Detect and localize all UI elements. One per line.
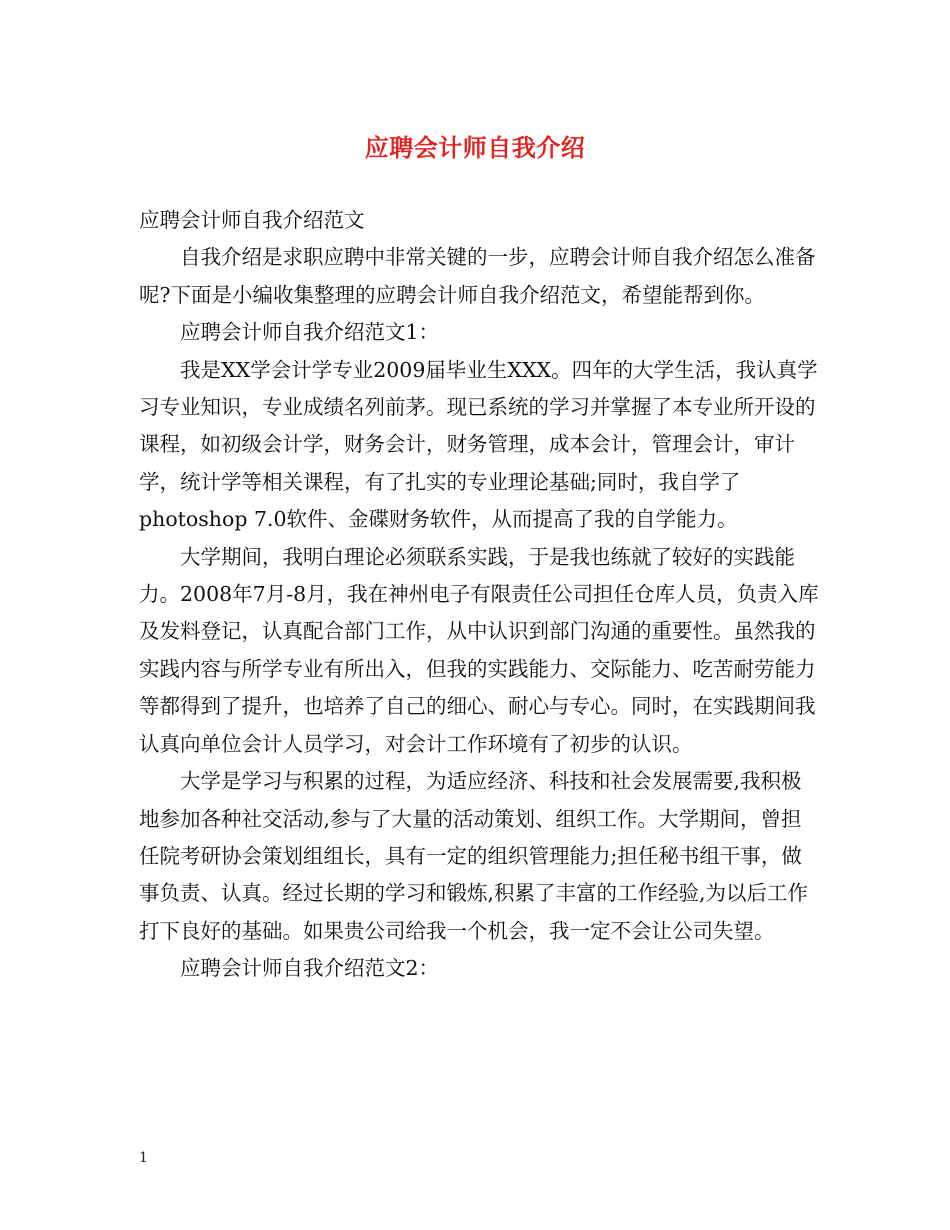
paragraph-sample-2-heading: 应聘会计师自我介绍范文2： xyxy=(180,956,440,981)
paragraph-intro: 自我介绍是求职应聘中非常关键的一步，应聘会计师自我介绍怎么准备呢?下面是小编收集整理的应聘会计师自我介绍范文，希望能帮到你。 xyxy=(139,245,816,307)
document-body xyxy=(139,202,819,988)
paragraph-activities: 大学是学习与积累的过程，为适应经济、科技和社会发展需要,我积极地参加各种社交活动,参与了大量的活动策划、组织工作。大学期间，曾担任院考研协会策划组组长，具有一定的组织管理能力;担任秘书组干事，做事负责、认真。经过长期的学习和锻炼,积累了丰富的工作经验,为以后工作打下良好的基础。如果贵公司给我一个机会，我一定不会让公司失望。 xyxy=(139,769,809,943)
document-title: 应聘会计师自我介绍 xyxy=(364,133,586,162)
paragraph-practice: 大学期间，我明白理论必须联系实践，于是我也练就了较好的实践能力。2008年7月-8月，我在神州电子有限责任公司担任仓库人员，负责入库及发料登记，认真配合部门工作，从中认识到部门沟通的重要性。虽然我的实践内容与所学专业有所出入，但我的实践能力、交际能力、吃苦耐劳能力等都得到了提升，也培养了自己的细心、耐心与专心。同时，在实践期间我认真向单位会计人员学习，对会计工作环境有了初步的认识。 xyxy=(139,544,819,756)
section-subtitle: 应聘会计师自我介绍范文 xyxy=(139,208,365,232)
paragraph-sample-1-heading: 应聘会计师自我介绍范文1： xyxy=(180,320,440,345)
paragraph-education: 我是XX学会计学专业2009届毕业生XXX。四年的大学生活，我认真学习专业知识，专业成绩名列前茅。现已系统的学习并掌握了本专业所开设的课程，如初级会计学，财务会计，财务管理，成本会计，管理会计，审计学，统计学等相关课程，有了扎实的专业理论基础;同时，我自学了photoshop 7.0软件、金碟财务软件，从而提高了我的自学能力。 xyxy=(139,357,818,532)
page-number: 1 xyxy=(139,1150,148,1166)
